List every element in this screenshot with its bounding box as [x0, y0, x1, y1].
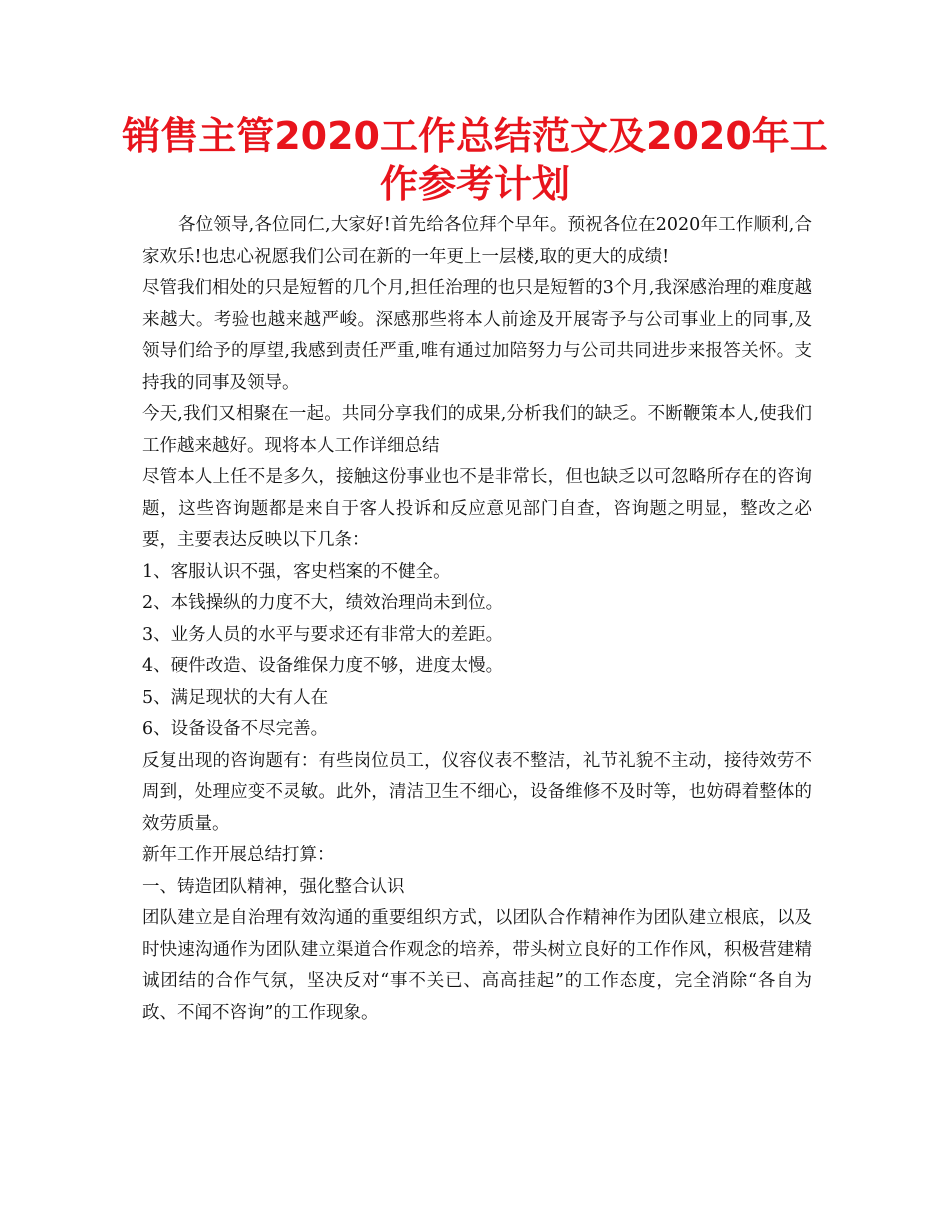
paragraph-reflection: 尽管我们相处的只是短暂的几个月,担任治理的也只是短暂的3个月,我深感治理的难度越来越大。考验也越来越严峻。深感那些将本人前途及开展寄予与公司事业上的同事,及领导们给予的厚望,我感到责任严重,唯有通过加陪努力与公司共同进步来报答关怀。支持我的同事及领导。	[142, 278, 812, 393]
document-body	[142, 210, 812, 1029]
paragraph-problems-intro: 尽管本人上任不是多久，接触这份事业也不是非常长，但也缺乏以可忽略所存在的咨询题，这些咨询题都是来自于客人投诉和反应意见部门自查，咨询题之明显，整改之必要，主要表达反映以下几条：	[142, 467, 812, 550]
list-item: 6、设备设备不尽完善。	[142, 719, 329, 739]
list-item: 1、客服认识不强，客史档案的不健全。	[142, 561, 451, 582]
paragraph-gathering: 今天,我们又相聚在一起。共同分享我们的成果,分析我们的缺乏。不断鞭策本人,使我们工作越来越好。现将本人工作详细总结	[142, 404, 812, 456]
paragraph-recurring-issues: 反复出现的咨询题有：有些岗位员工，仪容仪表不整洁，礼节礼貌不主动，接待效劳不周到，处理应变不灵敏。此外，清洁卫生不细心，设备维修不及时等，也妨碍着整体的效劳质量。	[142, 750, 812, 834]
list-item: 5、满足现状的大有人在	[142, 687, 329, 708]
list-item: 4、硬件改造、设备维保力度不够，进度太慢。	[142, 656, 504, 676]
list-item: 3、业务人员的水平与要求还有非常大的差距。	[142, 624, 504, 645]
list-item: 2、本钱操纵的力度不大，绩效治理尚未到位。	[142, 593, 504, 613]
document-title: 销售主管2020工作总结范文及2020年工作参考计划	[122, 114, 828, 206]
paragraph-new-year-plan: 新年工作开展总结打算：	[142, 845, 335, 865]
paragraph-team-building: 团队建立是自治理有效沟通的重要组织方式，以团队合作精神作为团队建立根底，以及时快速沟通作为团队建立渠道合作观念的培养，带头树立良好的工作作风，积极营建精诚团结的合作气氛，坚决反对“事不关已、高高挂起”的工作态度，完全消除“各自为政、不闻不咨询”的工作现象。	[142, 908, 812, 1023]
paragraph-greeting: 各位领导,各位同仁,大家好!首先给各位拜个早年。预祝各位在2020年工作顺利,合家欢乐!也忠心祝愿我们公司在新的一年更上一层楼,取的更大的成绩!	[142, 215, 812, 267]
section-heading: 一、铸造团队精神，强化整合认识	[142, 876, 405, 897]
